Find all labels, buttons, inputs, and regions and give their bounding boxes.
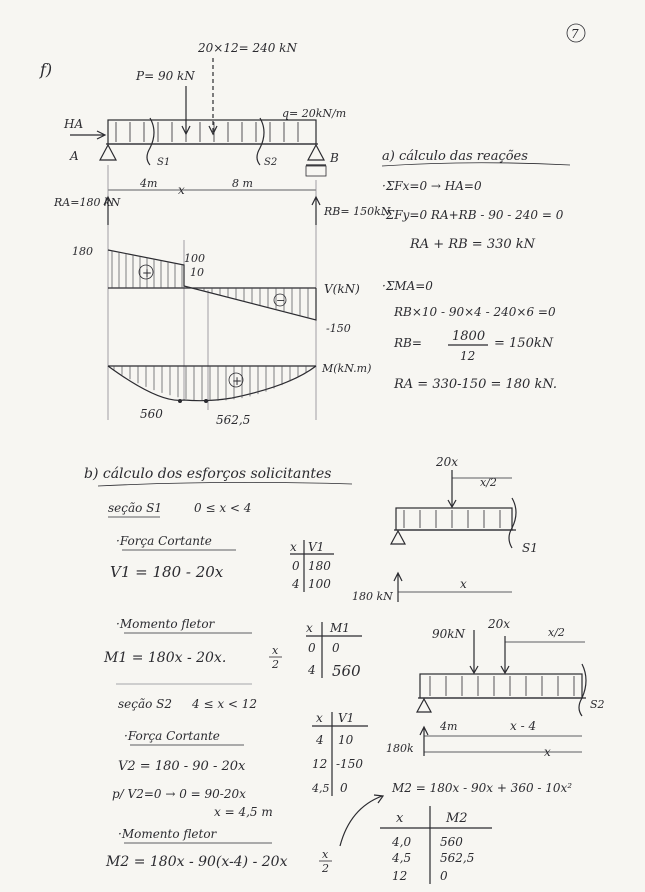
table-v1-r0c1: 180 [308, 559, 331, 573]
m1-equation: M1 = 180x - 20x. [104, 650, 227, 666]
free-body-s1 [352, 455, 538, 603]
table-m2-r1c0: 4,5 [392, 851, 412, 865]
moment-5625: 562,5 [216, 413, 251, 427]
section-b-underline [98, 482, 352, 486]
moment-hatching [114, 366, 306, 401]
a-label: A [70, 149, 79, 163]
table-v2 [311, 711, 368, 796]
fbd1-x-label: x [460, 577, 467, 591]
table-m1 [306, 621, 362, 680]
page-number: 7 [571, 27, 579, 41]
rb-lhs: RB= [394, 336, 422, 350]
moment-point-4 [178, 399, 182, 403]
m1-frac-num: x [272, 644, 279, 657]
dimension-mark: x [178, 183, 185, 197]
roller-base-b [306, 166, 326, 176]
rb-label: RB= 150kN [324, 205, 391, 218]
sum-reactions: RA + RB = 330 kN [410, 237, 536, 252]
fbd1-half-label: x/2 [480, 476, 497, 489]
fbd1-ra-label: 180 kN [352, 590, 393, 603]
table-v2-r2c0: 4,5 [312, 782, 330, 795]
fbd2-s-label: S2 [590, 698, 605, 711]
s2-label: S2 [264, 157, 278, 168]
shear-minus: − [276, 294, 286, 307]
s2-heading: seção S2 [118, 697, 173, 711]
fbd2-4m-label: 4m [440, 720, 458, 733]
s1-heading: seção S1 [108, 501, 163, 515]
s2-moment-heading: ·Momento fletor [118, 827, 217, 841]
table-m1-h1: x [306, 621, 313, 635]
b-label: B [330, 151, 339, 165]
shear-180: 180 [72, 245, 93, 258]
table-m2 [380, 806, 492, 884]
table-v1-h2: V1 [308, 540, 325, 554]
m2-equation: M2 = 180x - 90(x-4) - 20x [106, 854, 288, 870]
cut-line-s2 [257, 118, 264, 165]
m2-frac-den: 2 [322, 862, 329, 875]
m2-frac-num: x [322, 848, 329, 861]
moment-plus: + [232, 374, 243, 388]
sum-moment-a: ·ΣMA=0 [382, 279, 433, 293]
problem-label: f) [40, 60, 53, 79]
table-m2-h2: M2 [446, 811, 468, 826]
free-body-s2 [386, 617, 605, 759]
s1-label: S1 [157, 157, 171, 168]
shear-curve [108, 250, 316, 320]
table-v2-r2c1: 0 [340, 781, 348, 795]
table-v2-r0c1: 10 [338, 733, 354, 747]
shear-minus150: -150 [326, 322, 351, 335]
m1-frac-den: 2 [272, 658, 279, 671]
table-v1-h1: x [290, 540, 297, 554]
section-b-title: b) cálculo dos esforços solicitantes [84, 466, 332, 482]
sum-fy: ·ΣFy=0 RA+RB - 90 - 240 = 0 [382, 208, 564, 222]
table-v2-r1c1: -150 [336, 757, 363, 771]
table-v2-r1c0: 12 [312, 757, 328, 771]
table-m1-r0c0: 0 [308, 641, 316, 655]
table-v2-h2: V1 [338, 711, 355, 725]
distributed-load-label: q= 20kN/m [282, 107, 347, 120]
span-8m: 8 m [232, 177, 253, 190]
fbd1-s-label: S1 [522, 541, 538, 555]
s2-range: 4 ≤ x < 12 [192, 697, 258, 711]
ra-label: RA=180 kN [54, 196, 121, 209]
moment-equation: RB×10 - 90×4 - 240×6 =0 [394, 305, 556, 319]
s1-moment-heading: ·Momento fletor [116, 617, 215, 631]
rb-denominator: 12 [460, 349, 476, 363]
moment-point-45 [204, 399, 208, 403]
shear-axis-label: V(kN) [324, 282, 360, 296]
fbd2-load-label: 20x [488, 617, 511, 631]
shear-100: 100 [184, 252, 205, 265]
table-m1-r1c0: 4 [308, 663, 316, 677]
shear-hatching [112, 251, 308, 318]
table-m2-r2c1: 0 [440, 869, 448, 883]
table-m1-h2: M1 [330, 621, 350, 635]
table-m1-r0c1: 0 [332, 641, 340, 655]
table-v2-r0c0: 4 [316, 733, 324, 747]
m2-expanded: M2 = 180x - 90x + 360 - 10x² [392, 781, 573, 795]
v2-zero: p/ V2=0 → 0 = 90-20x [112, 787, 246, 801]
rb-result: = 150kN [494, 336, 554, 351]
ra-result: RA = 330-150 = 180 kN. [394, 377, 558, 392]
point-load-label: P= 90 kN [136, 69, 195, 83]
table-m2-h1: x [396, 811, 404, 826]
table-v1-r1c1: 100 [308, 577, 331, 591]
load-ticks [116, 122, 298, 142]
table-v2-h1: x [316, 711, 323, 725]
moment-axis-label: M(kN.m) [322, 362, 372, 375]
table-m1-r1c1: 560 [332, 662, 361, 680]
span-4m: 4m [140, 177, 158, 190]
fbd2-half-label: x/2 [548, 626, 565, 639]
table-m2-r1c1: 562,5 [440, 851, 475, 865]
v1-equation: V1 = 180 - 20x [110, 563, 224, 581]
s1-shear-heading: ·Força Cortante [116, 534, 212, 548]
fbd2-p-label: 90kN [432, 627, 466, 641]
s1-range: 0 ≤ x < 4 [194, 501, 252, 515]
fbd2-ra-label: 180k [386, 742, 414, 755]
table-v1 [290, 540, 334, 592]
pointer-arrow [340, 796, 382, 846]
table-m2-r2c0: 12 [392, 869, 408, 883]
table-v1-r1c0: 4 [292, 577, 300, 591]
fbd2-x4-label: x - 4 [510, 719, 537, 733]
ha-label: HA [64, 117, 84, 131]
x-value: x = 4,5 m [214, 805, 273, 819]
distributed-resultant-label: 20×12= 240 kN [198, 41, 297, 55]
support-b [308, 145, 324, 160]
shear-plus: + [142, 266, 153, 280]
rb-numerator: 1800 [452, 329, 486, 344]
moment-curve [108, 366, 316, 401]
table-m2-r0c0: 4,0 [392, 835, 412, 849]
shear-10: 10 [190, 266, 204, 279]
s2-shear-heading: ·Força Cortante [124, 729, 220, 743]
reactions-title: a) cálculo das reações [382, 149, 528, 164]
table-m2-r0c1: 560 [440, 835, 463, 849]
v2-equation: V2 = 180 - 90 - 20x [118, 759, 246, 774]
cut-line-s1 [147, 118, 154, 165]
support-a [100, 145, 116, 160]
moment-560: 560 [140, 407, 163, 421]
fbd1-load-label: 20x [436, 455, 459, 469]
fbd2-x-label: x [544, 745, 551, 759]
sum-fx: ·ΣFx=0 → HA=0 [382, 179, 482, 193]
table-v1-r0c0: 0 [292, 559, 300, 573]
